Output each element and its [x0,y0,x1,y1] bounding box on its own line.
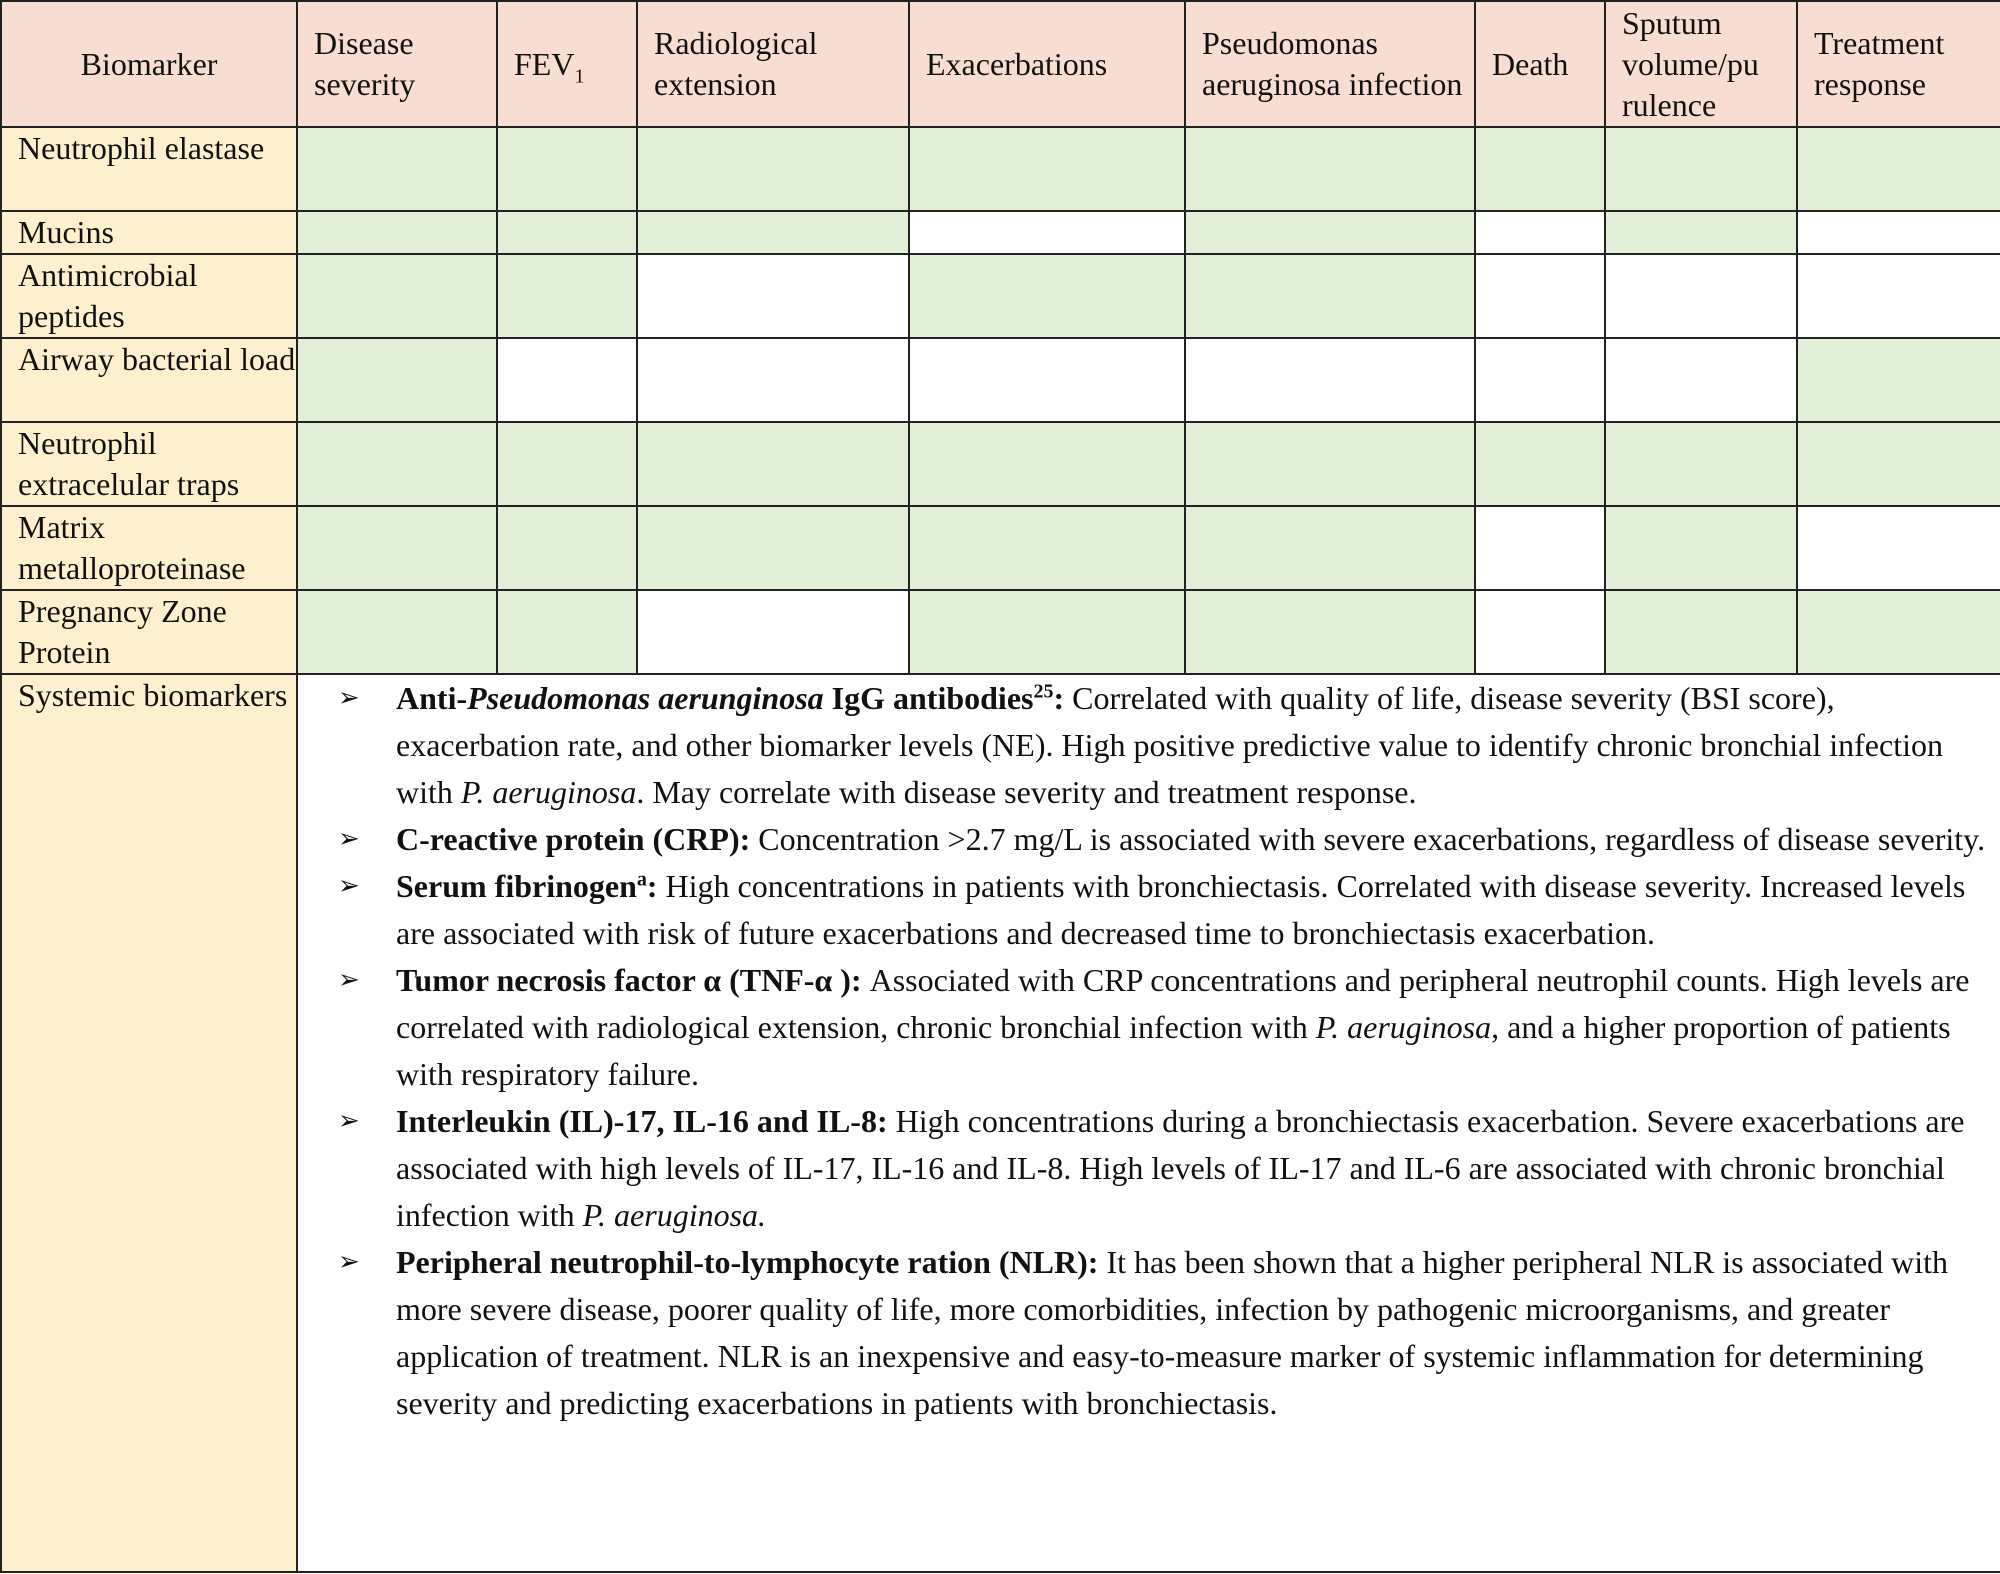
item-title: C-reactive protein (CRP): [396,821,751,857]
association-cell-empty [637,338,909,422]
header-treatment-response: Treatment response [1797,1,2000,127]
table-row [1,422,2000,506]
association-cell-shaded [1605,422,1797,506]
association-cell-empty [1797,254,2000,338]
association-cell-shaded [909,422,1185,506]
item-text: . May correlate with disease severity and treatment response. [636,774,1417,810]
table-row [1,254,2000,338]
association-cell-shaded [1185,506,1475,590]
list-item-nlr [314,1239,2000,1427]
association-cell-empty [1605,338,1797,422]
association-cell-shaded [909,590,1185,674]
table-body [1,127,2000,1572]
item-text-italic: P. aeruginosa [460,774,637,810]
association-cell-empty [909,211,1185,254]
header-fev1 [497,1,637,127]
association-cell-shaded [637,422,909,506]
association-cell-shaded [1475,422,1605,506]
list-item-serum-fibrinogen [314,863,2000,957]
arrow-bullet-icon: ➢ [338,965,360,995]
association-cell-shaded [1605,590,1797,674]
association-cell-shaded [637,211,909,254]
arrow-bullet-icon: ➢ [338,1106,360,1136]
list-item-anti-pseudomonas-igg [314,675,2000,816]
table-row [1,211,2000,254]
header-pseudomonas-infection: Pseudomonas aeruginosa infection [1185,1,1475,127]
header-sputum-volume-purulence: Sputum volume/pu rulence [1605,1,1797,127]
row-label: Matrix metalloproteinase [1,506,297,590]
association-cell-shaded [497,506,637,590]
association-cell-shaded [297,338,497,422]
association-cell-shaded [297,590,497,674]
association-cell-shaded [1605,211,1797,254]
table-row [1,338,2000,422]
header-death: Death [1475,1,1605,127]
association-cell-shaded [637,506,909,590]
header-fev1-main: FEV [514,45,575,82]
association-cell-empty [1475,211,1605,254]
item-title: Tumor necrosis factor α (TNF-α ): [396,962,862,998]
association-cell-shaded [909,127,1185,211]
association-cell-shaded [1185,254,1475,338]
association-cell-shaded [1185,127,1475,211]
reference-superscript: 25 [1033,680,1054,703]
item-title: IgG antibodies [823,680,1034,716]
header-row [1,1,2000,127]
systemic-biomarkers-content [297,674,2000,1572]
item-title: Interleukin (IL)-17, IL-16 and IL-8: [396,1103,888,1139]
association-cell-shaded [497,590,637,674]
association-cell-empty [637,590,909,674]
association-cell-shaded [637,127,909,211]
association-cell-shaded [1185,590,1475,674]
association-cell-shaded [497,254,637,338]
association-cell-shaded [1475,127,1605,211]
association-cell-shaded [297,422,497,506]
systemic-biomarkers-label: Systemic biomarkers [1,674,297,1572]
item-text: , and a higher proportion of patients with respiratory failure. [396,1009,1951,1092]
association-cell-empty [1475,254,1605,338]
systemic-biomarker-list [314,675,2000,1427]
systemic-biomarkers-row [1,674,2000,1572]
association-cell-shaded [909,254,1185,338]
association-cell-shaded [1797,590,2000,674]
table-row [1,506,2000,590]
item-title-italic: Pseudomonas aerunginosa [467,680,824,716]
association-cell-shaded [1185,422,1475,506]
association-cell-shaded [1797,422,2000,506]
association-cell-empty [1475,506,1605,590]
association-cell-empty [1475,590,1605,674]
header-exacerbations: Exacerbations [909,1,1185,127]
header-disease-severity: Disease severity [297,1,497,127]
association-cell-shaded [297,211,497,254]
association-cell-shaded [909,506,1185,590]
association-cell-empty [1797,506,2000,590]
arrow-bullet-icon: ➢ [338,824,360,854]
item-title: Peripheral neutrophil-to-lymphocyte ration (NLR): [396,1244,1099,1280]
association-cell-shaded [297,506,497,590]
item-title-colon: : [1053,680,1065,716]
association-cell-shaded [497,127,637,211]
table-row [1,127,2000,211]
row-label: Airway bacterial load [1,338,297,422]
item-text: It has been shown that a higher peripheral NLR is associated with more severe disease, poorer quality of life, more comorbidities, infection by pathogenic microorganisms, and greater application of treatment. NLR is an inexpensive and easy-to-measure marker of systemic inflammation for determining severity and predicting exacerbations in patients with bronchiectasis. [396,1244,1948,1421]
header-fev1-sub: 1 [574,64,585,87]
row-label: Antimicrobial peptides [1,254,297,338]
item-text: High concentrations during a bronchiectasis exacerbation. Severe exacerbations are associated with high levels of IL-17, IL-16 and IL-8. High levels of IL-17 and IL-6 are associated with chronic bronchial infection with [396,1103,1965,1233]
item-text-italic: P. aeruginosa [1315,1009,1492,1045]
arrow-bullet-icon: ➢ [338,871,360,901]
association-cell-empty [909,338,1185,422]
association-cell-empty [497,338,637,422]
row-label: Mucins [1,211,297,254]
arrow-bullet-icon: ➢ [338,683,360,713]
association-cell-empty [1797,211,2000,254]
association-cell-empty [1475,338,1605,422]
association-cell-shaded [1797,127,2000,211]
footnote-superscript: a [636,868,647,891]
list-item-tnf-alpha [314,957,2000,1098]
item-title-colon: : [646,868,658,904]
association-cell-empty [1185,338,1475,422]
association-cell-shaded [1797,338,2000,422]
association-cell-shaded [1605,506,1797,590]
row-label: Neutrophil extracelular traps [1,422,297,506]
item-text-italic: P. aeruginosa. [582,1197,767,1233]
item-text: Correlated with quality of life, disease severity (BSI score), exacerbation rate, and other biomarker levels (NE). High positive predictive value to identify chronic bronchial infection with [396,680,1943,810]
item-text: Associated with CRP concentrations and peripheral neutrophil counts. High levels are correlated with radiological extension, chronic bronchial infection with [396,962,1970,1045]
association-cell-empty [1605,254,1797,338]
association-cell-shaded [1605,127,1797,211]
arrow-bullet-icon: ➢ [338,1247,360,1277]
association-cell-shaded [1185,211,1475,254]
item-title: Serum fibrinogen [396,868,637,904]
list-item-interleukins [314,1098,2000,1239]
list-item-crp [314,816,2000,863]
association-cell-empty [637,254,909,338]
association-cell-shaded [297,254,497,338]
association-cell-shaded [297,127,497,211]
header-biomarker: Biomarker [1,1,297,127]
item-title: Anti- [396,680,468,716]
association-cell-shaded [497,211,637,254]
item-text: Concentration >2.7 mg/L is associated with severe exacerbations, regardless of disease severity. [750,821,1986,857]
association-cell-shaded [497,422,637,506]
row-label: Pregnancy Zone Protein [1,590,297,674]
header-radiological-extension: Radiological extension [637,1,909,127]
row-label: Neutrophil elastase [1,127,297,211]
table-row [1,590,2000,674]
item-text: High concentrations in patients with bronchiectasis. Correlated with disease severity. Increased levels are associated with risk of future exacerbations and decreased time to bronchiectasis exacerbation. [396,868,1966,951]
